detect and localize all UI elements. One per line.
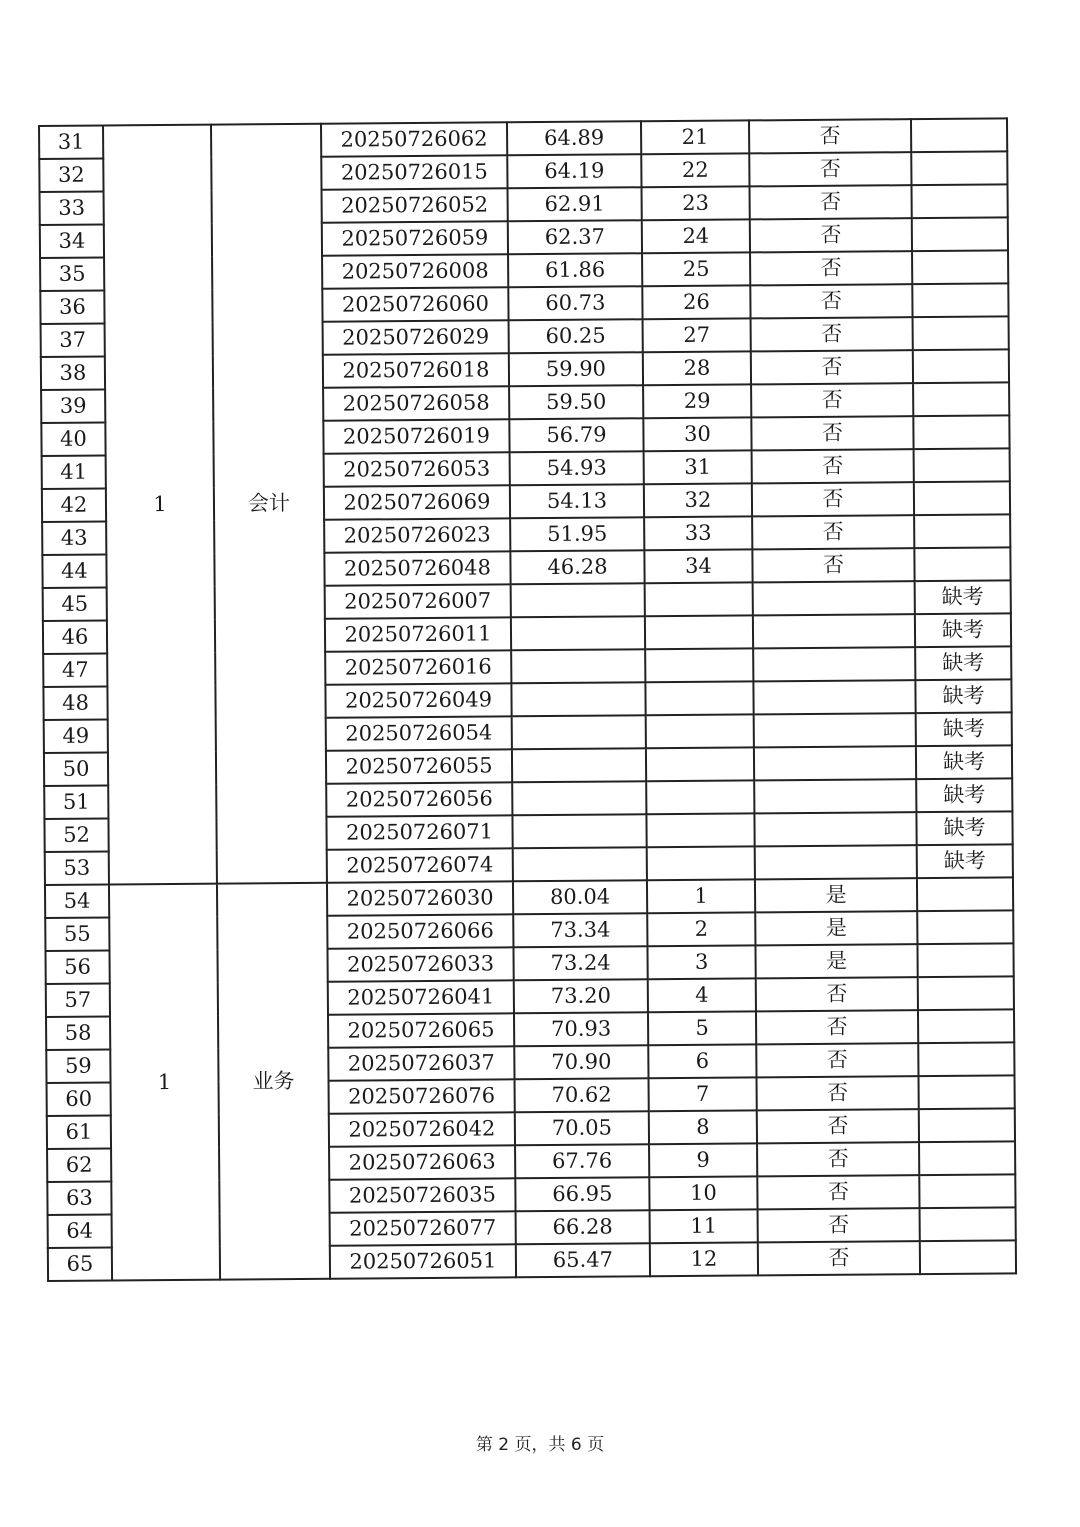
seq-cell: 57 (46, 983, 110, 1017)
rank-cell: 31 (644, 450, 752, 484)
interview-flag-cell: 否 (749, 119, 911, 153)
note-cell (914, 448, 1010, 482)
seq-cell: 47 (43, 653, 107, 687)
note-cell (913, 415, 1009, 449)
rank-cell: 25 (642, 252, 750, 286)
seq-cell: 31 (39, 125, 103, 159)
score-cell: 65.47 (516, 1243, 650, 1277)
seq-cell: 33 (40, 191, 104, 225)
rank-cell: 10 (649, 1176, 757, 1210)
candidate-id-cell: 20250726069 (324, 485, 510, 519)
score-cell (511, 616, 645, 650)
rank-cell: 24 (642, 219, 750, 253)
note-cell (918, 976, 1014, 1010)
rank-cell: 1 (647, 879, 755, 913)
candidate-id-cell: 20250726018 (323, 353, 509, 387)
note-cell (912, 283, 1008, 317)
score-cell: 70.90 (514, 1045, 648, 1079)
seq-cell: 51 (44, 785, 108, 819)
seq-cell: 45 (43, 587, 107, 621)
interview-flag-cell: 否 (752, 482, 914, 516)
note-cell: 缺考 (915, 679, 1011, 713)
rank-cell (647, 846, 755, 880)
candidate-id-cell: 20250726019 (323, 419, 509, 453)
interview-flag-cell: 否 (758, 1241, 920, 1275)
seq-cell: 39 (41, 389, 105, 423)
interview-flag-cell: 否 (752, 449, 914, 483)
seq-cell: 52 (44, 818, 108, 852)
page-number-footer: 第 2 页，共 6 页 (475, 1435, 605, 1455)
candidate-id-cell: 20250726071 (326, 815, 512, 849)
score-cell: 51.95 (510, 517, 644, 551)
seq-cell: 38 (41, 356, 105, 390)
score-cell: 73.24 (513, 946, 647, 980)
note-cell (914, 514, 1010, 548)
seq-cell: 44 (42, 554, 106, 588)
score-cell (511, 682, 645, 716)
score-cell: 59.90 (509, 352, 643, 386)
rank-cell: 34 (644, 549, 752, 583)
interview-flag-cell: 否 (751, 416, 913, 450)
score-cell: 70.93 (514, 1012, 648, 1046)
note-cell: 缺考 (915, 646, 1011, 680)
rank-cell (645, 615, 753, 649)
candidate-id-cell: 20250726037 (328, 1046, 514, 1080)
note-cell (911, 184, 1007, 218)
note-cell (913, 382, 1009, 416)
rank-cell: 21 (641, 120, 749, 154)
rank-cell: 7 (649, 1077, 757, 1111)
interview-flag-cell: 是 (755, 878, 917, 912)
score-cell: 66.28 (516, 1210, 650, 1244)
candidate-id-cell: 20250726029 (323, 320, 509, 354)
interview-flag-cell: 否 (750, 284, 912, 318)
seq-cell: 55 (45, 917, 109, 951)
seq-cell: 49 (44, 719, 108, 753)
seq-cell: 56 (45, 950, 109, 984)
seq-cell: 64 (48, 1214, 112, 1248)
interview-flag-cell: 否 (749, 152, 911, 186)
candidate-id-cell: 20250726015 (321, 155, 507, 189)
rank-cell (646, 747, 754, 781)
rank-cell (645, 681, 753, 715)
score-table (38, 117, 1017, 1282)
candidate-id-cell: 20250726033 (327, 947, 513, 981)
note-cell (914, 481, 1010, 515)
seq-cell: 37 (41, 323, 105, 357)
candidate-id-cell: 20250726016 (325, 650, 511, 684)
interview-flag-cell (754, 812, 916, 846)
score-cell: 70.05 (515, 1111, 649, 1145)
note-cell (911, 118, 1007, 152)
note-cell (919, 1108, 1015, 1142)
note-cell (919, 1141, 1015, 1175)
rank-cell: 27 (643, 318, 751, 352)
seq-cell: 58 (46, 1016, 110, 1050)
rank-cell: 6 (648, 1044, 756, 1078)
rank-cell: 23 (642, 186, 750, 220)
score-cell (512, 814, 646, 848)
rank-cell (646, 714, 754, 748)
position-name-cell: 业务 (217, 883, 330, 1280)
candidate-id-cell: 20250726030 (327, 881, 513, 915)
seq-cell: 48 (43, 686, 107, 720)
interview-flag-cell: 否 (751, 317, 913, 351)
rank-cell: 8 (649, 1110, 757, 1144)
score-cell: 59.50 (509, 385, 643, 419)
note-cell (912, 250, 1008, 284)
seq-cell: 53 (45, 851, 109, 885)
note-cell: 缺考 (916, 811, 1012, 845)
rank-cell: 33 (644, 516, 752, 550)
seq-cell: 50 (44, 752, 108, 786)
table-body (39, 118, 1016, 1281)
seq-cell: 32 (39, 158, 103, 192)
score-cell: 64.19 (507, 154, 641, 188)
score-cell: 54.93 (510, 451, 644, 485)
candidate-id-cell: 20250726055 (326, 749, 512, 783)
rank-cell (646, 813, 754, 847)
seq-cell: 46 (43, 620, 107, 654)
candidate-id-cell: 20250726041 (328, 980, 514, 1014)
seq-cell: 59 (46, 1049, 110, 1083)
candidate-id-cell: 20250726051 (330, 1244, 516, 1278)
candidate-id-cell: 20250726042 (329, 1112, 515, 1146)
score-cell: 46.28 (510, 550, 644, 584)
note-cell (919, 1174, 1015, 1208)
score-cell (512, 748, 646, 782)
rank-cell (646, 780, 754, 814)
candidate-id-cell: 20250726058 (323, 386, 509, 420)
note-cell (917, 943, 1013, 977)
candidate-id-cell: 20250726035 (329, 1178, 515, 1212)
interview-flag-cell: 否 (751, 350, 913, 384)
note-cell (914, 547, 1010, 581)
rank-cell: 2 (647, 912, 755, 946)
interview-flag-cell: 否 (758, 1208, 920, 1242)
interview-flag-cell: 否 (756, 1043, 918, 1077)
score-cell: 62.91 (508, 187, 642, 221)
seq-cell: 61 (47, 1115, 111, 1149)
interview-flag-cell: 否 (756, 977, 918, 1011)
candidate-id-cell: 20250726065 (328, 1013, 514, 1047)
rank-cell: 32 (644, 483, 752, 517)
score-cell (512, 715, 646, 749)
score-cell: 64.89 (507, 121, 641, 155)
rank-cell: 30 (643, 417, 751, 451)
note-cell (917, 910, 1013, 944)
seq-cell: 40 (41, 422, 105, 456)
rank-cell: 3 (647, 945, 755, 979)
interview-flag-cell: 是 (755, 911, 917, 945)
rank-cell: 5 (648, 1011, 756, 1045)
note-cell (920, 1207, 1016, 1241)
interview-flag-cell: 否 (757, 1175, 919, 1209)
note-cell (918, 1009, 1014, 1043)
score-cell: 73.34 (513, 913, 647, 947)
interview-flag-cell: 否 (752, 548, 914, 582)
candidate-id-cell: 20250726053 (324, 452, 510, 486)
candidate-id-cell: 20250726023 (324, 518, 510, 552)
note-cell (913, 316, 1009, 350)
interview-flag-cell: 否 (752, 515, 914, 549)
seq-cell: 35 (40, 257, 104, 291)
rank-cell: 4 (648, 978, 756, 1012)
interview-flag-cell (753, 647, 915, 681)
note-cell: 缺考 (916, 778, 1012, 812)
interview-flag-cell: 否 (757, 1142, 919, 1176)
rank-cell: 22 (641, 153, 749, 187)
seq-cell: 43 (42, 521, 106, 555)
score-cell: 70.62 (515, 1078, 649, 1112)
interview-flag-cell: 否 (750, 185, 912, 219)
candidate-id-cell: 20250726074 (327, 848, 513, 882)
candidate-id-cell: 20250726076 (329, 1079, 515, 1113)
interview-flag-cell: 否 (757, 1109, 919, 1143)
score-cell: 56.79 (509, 418, 643, 452)
score-cell: 62.37 (508, 220, 642, 254)
candidate-id-cell: 20250726056 (326, 782, 512, 816)
seq-cell: 63 (47, 1181, 111, 1215)
interview-flag-cell: 是 (755, 944, 917, 978)
position-name-cell: 会计 (211, 124, 327, 884)
note-cell (913, 349, 1009, 383)
note-cell: 缺考 (916, 712, 1012, 746)
rank-cell: 12 (650, 1242, 758, 1276)
interview-flag-cell (754, 713, 916, 747)
candidate-id-cell: 20250726060 (322, 287, 508, 321)
hiring-count-cell: 1 (103, 125, 217, 885)
candidate-id-cell: 20250726066 (327, 914, 513, 948)
score-cell (511, 649, 645, 683)
score-cell: 61.86 (508, 253, 642, 287)
rank-cell: 9 (649, 1143, 757, 1177)
interview-flag-cell: 否 (750, 251, 912, 285)
seq-cell: 60 (47, 1082, 111, 1116)
note-cell: 缺考 (916, 745, 1012, 779)
note-cell: 缺考 (915, 580, 1011, 614)
candidate-id-cell: 20250726049 (325, 683, 511, 717)
note-cell (917, 877, 1013, 911)
note-cell: 缺考 (915, 613, 1011, 647)
note-cell (918, 1042, 1014, 1076)
interview-flag-cell (755, 845, 917, 879)
candidate-id-cell: 20250726011 (325, 617, 511, 651)
score-sheet (38, 117, 1015, 1282)
interview-flag-cell (753, 581, 915, 615)
candidate-id-cell: 20250726048 (324, 551, 510, 585)
candidate-id-cell: 20250726077 (330, 1211, 516, 1245)
note-cell: 缺考 (917, 844, 1013, 878)
interview-flag-cell (753, 680, 915, 714)
score-cell: 60.25 (509, 319, 643, 353)
note-cell (918, 1075, 1014, 1109)
note-cell (911, 151, 1007, 185)
score-cell: 66.95 (515, 1177, 649, 1211)
interview-flag-cell: 否 (756, 1010, 918, 1044)
score-cell (512, 781, 646, 815)
note-cell (912, 217, 1008, 251)
score-cell (513, 847, 647, 881)
note-cell (920, 1240, 1016, 1274)
interview-flag-cell: 否 (751, 383, 913, 417)
hiring-count-cell: 1 (109, 884, 220, 1281)
seq-cell: 41 (42, 455, 106, 489)
interview-flag-cell (754, 779, 916, 813)
interview-flag-cell (754, 746, 916, 780)
score-cell: 60.73 (508, 286, 642, 320)
seq-cell: 65 (48, 1247, 112, 1281)
interview-flag-cell: 否 (757, 1076, 919, 1110)
score-cell: 73.20 (514, 979, 648, 1013)
score-cell (511, 583, 645, 617)
candidate-id-cell: 20250726052 (322, 188, 508, 222)
interview-flag-cell: 否 (750, 218, 912, 252)
score-cell: 67.76 (515, 1144, 649, 1178)
candidate-id-cell: 20250726059 (322, 221, 508, 255)
candidate-id-cell: 20250726063 (329, 1145, 515, 1179)
rank-cell: 26 (642, 285, 750, 319)
score-cell: 54.13 (510, 484, 644, 518)
seq-cell: 34 (40, 224, 104, 258)
candidate-id-cell: 20250726008 (322, 254, 508, 288)
rank-cell: 28 (643, 351, 751, 385)
rank-cell (645, 582, 753, 616)
seq-cell: 62 (47, 1148, 111, 1182)
candidate-id-cell: 20250726062 (321, 122, 507, 156)
seq-cell: 42 (42, 488, 106, 522)
rank-cell: 11 (650, 1209, 758, 1243)
score-cell: 80.04 (513, 880, 647, 914)
candidate-id-cell: 20250726054 (326, 716, 512, 750)
seq-cell: 36 (40, 290, 104, 324)
seq-cell: 54 (45, 884, 109, 918)
rank-cell (645, 648, 753, 682)
candidate-id-cell: 20250726007 (325, 584, 511, 618)
interview-flag-cell (753, 614, 915, 648)
rank-cell: 29 (643, 384, 751, 418)
